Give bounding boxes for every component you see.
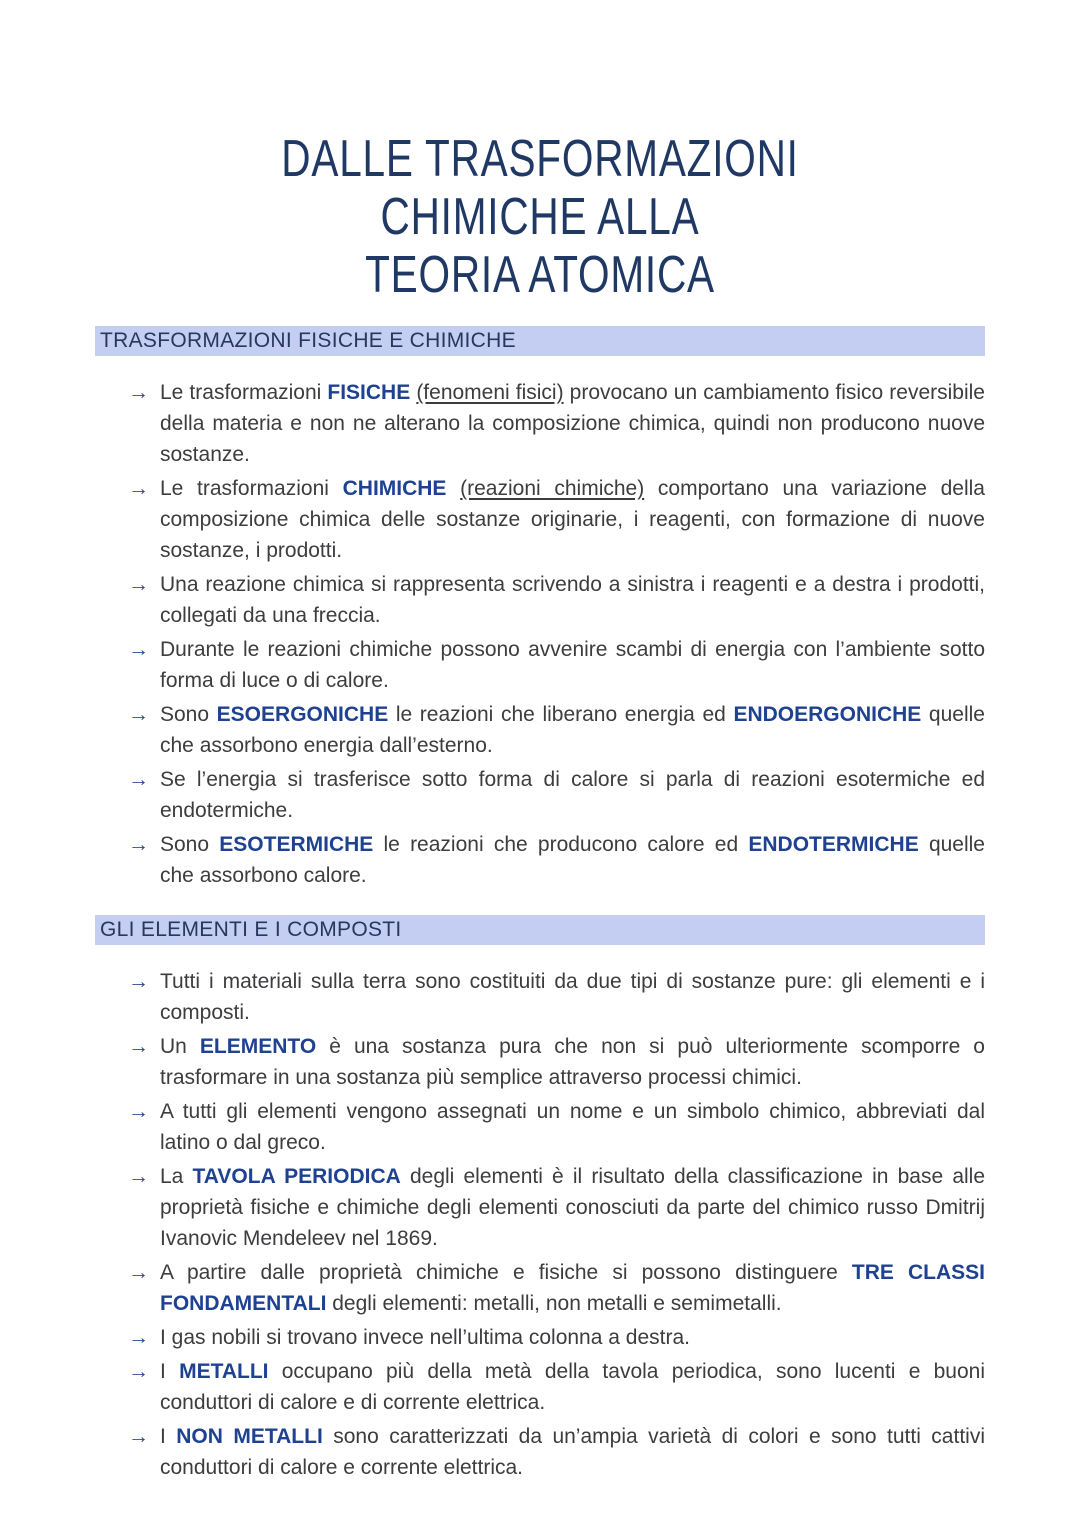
arrow-bullet-icon: → [128,1261,149,1284]
text-segment: NON METALLI [176,1425,323,1448]
text-segment: A partire dalle proprietà chimiche e fisiche si possono distinguere [160,1261,852,1284]
text-segment: ESOTERMICHE [219,833,374,856]
sections-container [95,326,985,1483]
text-segment: TRE CLASSI FONDAMENTALI [160,1261,986,1315]
text-segment: ELEMENTO [199,1035,317,1058]
bullet-text [160,699,985,761]
arrow-bullet-icon: → [128,703,149,726]
text-segment: Tutti i materiali sulla terra sono costituiti da due tipi di sostanze pure: gli elementi e i composti. [160,970,985,1024]
text-segment: I [160,1360,180,1383]
bullet-item [128,634,985,696]
bullet-text [160,1421,985,1483]
bullet-item [128,1096,985,1158]
section-header: TRASFORMAZIONI FISICHE E CHIMICHE [95,326,985,356]
arrow-bullet-icon: → [128,1360,149,1383]
arrow-bullet-icon: → [128,1100,149,1123]
text-segment: ENDOERGONICHE [733,703,922,726]
text-segment: occupano più della metà della tavola periodica, sono lucenti e buoni conduttori di calore e di corrente elettrica. [160,1360,985,1414]
bullet-text [160,473,985,566]
text-segment: A tutti gli elementi vengono assegnati un nome e un simbolo chimico, abbreviati dal latino o dal greco. [160,1100,985,1154]
bullet-text [160,1322,985,1353]
text-segment: le reazioni che liberano energia ed [388,703,734,726]
text-segment: Un [160,1035,200,1058]
bullet-text [160,764,985,826]
bullet-text [160,966,985,1028]
bullet-text [160,1356,985,1418]
bullet-item [128,1161,985,1254]
bullet-text [160,377,985,470]
bullet-text [160,1096,985,1158]
text-segment: Sono [160,833,220,856]
text-segment: I gas nobili si trovano invece nell’ultima colonna a destra. [160,1326,690,1349]
bullet-text [160,634,985,696]
arrow-bullet-icon: → [128,970,149,993]
text-segment: TAVOLA PERIODICA [192,1165,401,1188]
text-segment: I [160,1425,177,1448]
bullet-item [128,829,985,891]
text-segment: comportano una variazione della composizione chimica delle sostanze originarie, i reagenti, con formazione di nuove sostanze, i prodotti. [160,477,985,562]
text-segment: Sono [160,703,217,726]
arrow-bullet-icon: → [128,833,149,856]
text-segment [446,477,460,500]
text-segment: ESOERGONICHE [216,703,389,726]
text-segment: Le trasformazioni [160,381,328,404]
text-segment: CHIMICHE [342,477,447,500]
text-segment: La [160,1165,193,1188]
text-segment: degli elementi: metalli, non metalli e semimetalli. [326,1292,782,1315]
text-segment: Durante le reazioni chimiche possono avvenire scambi di energia con l’ambiente sotto forma di luce o di calore. [160,638,985,692]
title-line-1: DALLE TRASFORMAZIONI CHIMICHE ALLA [281,130,799,246]
bullet-item [128,1421,985,1483]
text-segment: (reazioni chimiche) [460,477,645,500]
title-line-2: TEORIA ATOMICA [365,246,715,304]
bullet-item [128,1322,985,1353]
arrow-bullet-icon: → [128,477,149,500]
arrow-bullet-icon: → [128,1165,149,1188]
bullet-item [128,699,985,761]
arrow-bullet-icon: → [128,381,149,404]
text-segment: Le trasformazioni [160,477,343,500]
text-segment: FISICHE [327,381,411,404]
bullet-item [128,1257,985,1319]
notes-page [95,0,985,1483]
arrow-bullet-icon: → [128,768,149,791]
arrow-bullet-icon: → [128,1326,149,1349]
bullet-text [160,1031,985,1093]
bullet-item [128,377,985,470]
bullet-item [128,473,985,566]
text-segment: è una sostanza pura che non si può ulteriormente scomporre o trasformare in una sostanza più semplice attraverso processi chimici. [160,1035,985,1089]
text-segment: (fenomeni fisici) [416,381,564,404]
text-segment: Se l’energia si trasferisce sotto forma di calore si parla di reazioni esotermiche ed endotermiche. [160,768,985,822]
text-segment: quelle che assorbono energia dall’esterno. [160,703,985,757]
arrow-bullet-icon: → [128,573,149,596]
text-segment: METALLI [179,1360,269,1383]
bullet-text [160,569,985,631]
text-segment: provocano un cambiamento fisico reversibile della materia e non ne alterano la composizione chimica, quindi non producono nuove sostanze. [160,381,985,466]
bullet-item [128,966,985,1028]
bullet-text [160,1257,985,1319]
section [95,915,985,1483]
bullet-list [95,377,985,891]
arrow-bullet-icon: → [128,638,149,661]
page-title [193,130,887,304]
text-segment: Una reazione chimica si rappresenta scrivendo a sinistra i reagenti e a destra i prodotti, collegati da una freccia. [160,573,985,627]
bullet-list [95,966,985,1483]
arrow-bullet-icon: → [128,1035,149,1058]
text-segment: degli elementi è il risultato della classificazione in base alle proprietà fisiche e chimiche degli elementi conosciuti da parte del chimico russo Dmitrij Ivanovic Mendeleev nel 1869. [160,1165,986,1250]
text-segment: ENDOTERMICHE [748,833,919,856]
bullet-item [128,569,985,631]
bullet-text [160,829,985,891]
bullet-item [128,1356,985,1418]
text-segment: quelle che assorbono calore. [160,833,985,887]
section [95,326,985,891]
section-header: GLI ELEMENTI E I COMPOSTI [95,915,985,945]
bullet-item [128,1031,985,1093]
bullet-text [160,1161,985,1254]
text-segment: le reazioni che producono calore ed [373,833,749,856]
text-segment: sono caratterizzati da un’ampia varietà di colori e sono tutti cattivi conduttori di calore e corrente elettrica. [160,1425,985,1479]
bullet-item [128,764,985,826]
arrow-bullet-icon: → [128,1425,149,1448]
